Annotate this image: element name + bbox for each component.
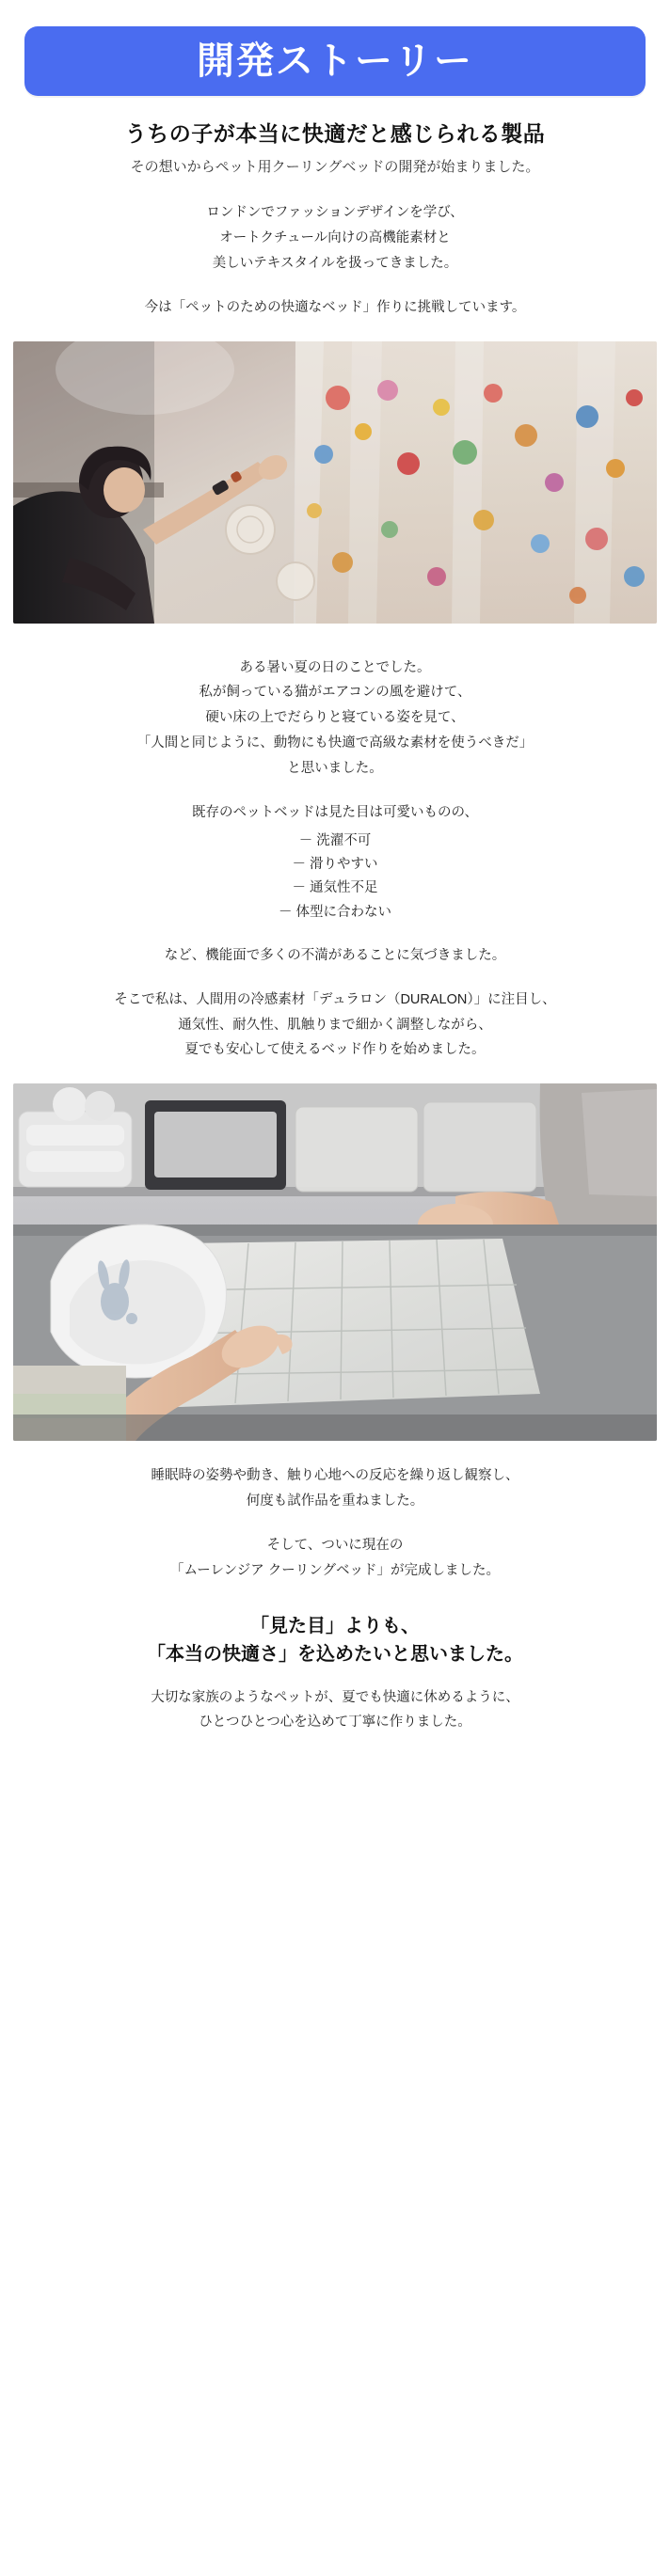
workshop-photo-graphic	[13, 1083, 657, 1441]
problems-lead-line: 既存のペットベッドは見た目は可愛いものの、	[192, 804, 478, 820]
list-item: － 洗濯不可	[298, 832, 372, 848]
title-banner	[24, 26, 646, 96]
solution-line-2: 通気性、耐久性、肌触りまで細かく調整しながら、	[178, 1017, 492, 1033]
emphasis-line-1: 「見た目」よりも、	[250, 1615, 420, 1636]
episode-line-1: ある暑い夏の日のことでした。	[239, 659, 431, 675]
development-result-line-2: 「ムーレンジア クーリングベッド」が完成しました。	[170, 1562, 500, 1578]
development-line-2: 何度も試作品を重ねました。	[246, 1493, 424, 1509]
background-closing-line: 今は「ペットのための快適なベッド」作りに挑戦しています。	[144, 299, 526, 315]
solution-paragraph	[0, 988, 670, 1063]
closing-line-2: ひとつひとつ心を込めて丁寧に作りました。	[199, 1714, 471, 1730]
studio-photo-graphic	[13, 341, 657, 624]
solution-line-1: そこで私は、人間用の冷感素材「デュラロン（DURALON）」に注目し、	[114, 991, 556, 1007]
emphasis-block	[0, 1612, 670, 1668]
intro-subheadline: その想いからペット用クーリングベッドの開発が始まりました。	[130, 158, 540, 175]
background-paragraph	[0, 200, 670, 276]
development-line-1: 睡眠時の姿勢や動き、触り心地への反応を繰り返し観察し、	[151, 1468, 519, 1484]
episode-line-2: 私が飼っている猫がエアコンの風を避けて、	[199, 685, 471, 701]
banner-container	[0, 0, 670, 96]
episode-line-3: 硬い床の上でだらりと寝ている姿を見て、	[205, 710, 465, 726]
problems-conclusion	[0, 943, 670, 969]
closing-line-1: 大切な家族のようなペットが、夏でも快適に休めるように、	[151, 1689, 519, 1705]
development-result	[0, 1533, 670, 1584]
development-paragraph	[0, 1463, 670, 1514]
page-title: 開発ストーリー	[197, 40, 473, 82]
episode-paragraph	[0, 656, 670, 782]
background-line-3: 美しいテキスタイルを扱ってきました。	[212, 256, 458, 272]
solution-line-3: 夏でも安心して使えるベッド作りを始めました。	[184, 1042, 486, 1058]
background-line-1: ロンドンでファッションデザインを学び、	[206, 205, 464, 221]
intro-block	[0, 120, 670, 178]
list-item: － 通気性不足	[292, 880, 378, 896]
list-item: － 滑りやすい	[292, 856, 378, 872]
list-item: － 体型に合わない	[278, 904, 392, 920]
spacer-after-photo1	[0, 624, 670, 656]
episode-line-4: 「人間と同じように、動物にも快適で高級な素材を使うべきだ」	[136, 735, 534, 751]
intro-headline: うちの子が本当に快適だと感じられる製品	[124, 121, 546, 146]
workshop-photo	[13, 1083, 657, 1441]
development-result-line-1: そして、ついに現在の	[266, 1537, 404, 1553]
studio-photo	[13, 341, 657, 624]
background-closing	[0, 295, 670, 321]
closing-block	[0, 1685, 670, 1772]
episode-line-5: と思いました。	[287, 760, 383, 776]
problems-lead	[0, 800, 670, 826]
spacer-after-photo2	[0, 1441, 670, 1463]
problems-list	[0, 830, 670, 925]
background-line-2: オートクチュール向けの高機能素材と	[219, 230, 451, 246]
problems-conclusion-line: など、機能面で多くの不満があることに気づきました。	[164, 948, 506, 964]
emphasis-line-2: 「本当の快適さ」を込めたいと思いました。	[147, 1643, 523, 1665]
